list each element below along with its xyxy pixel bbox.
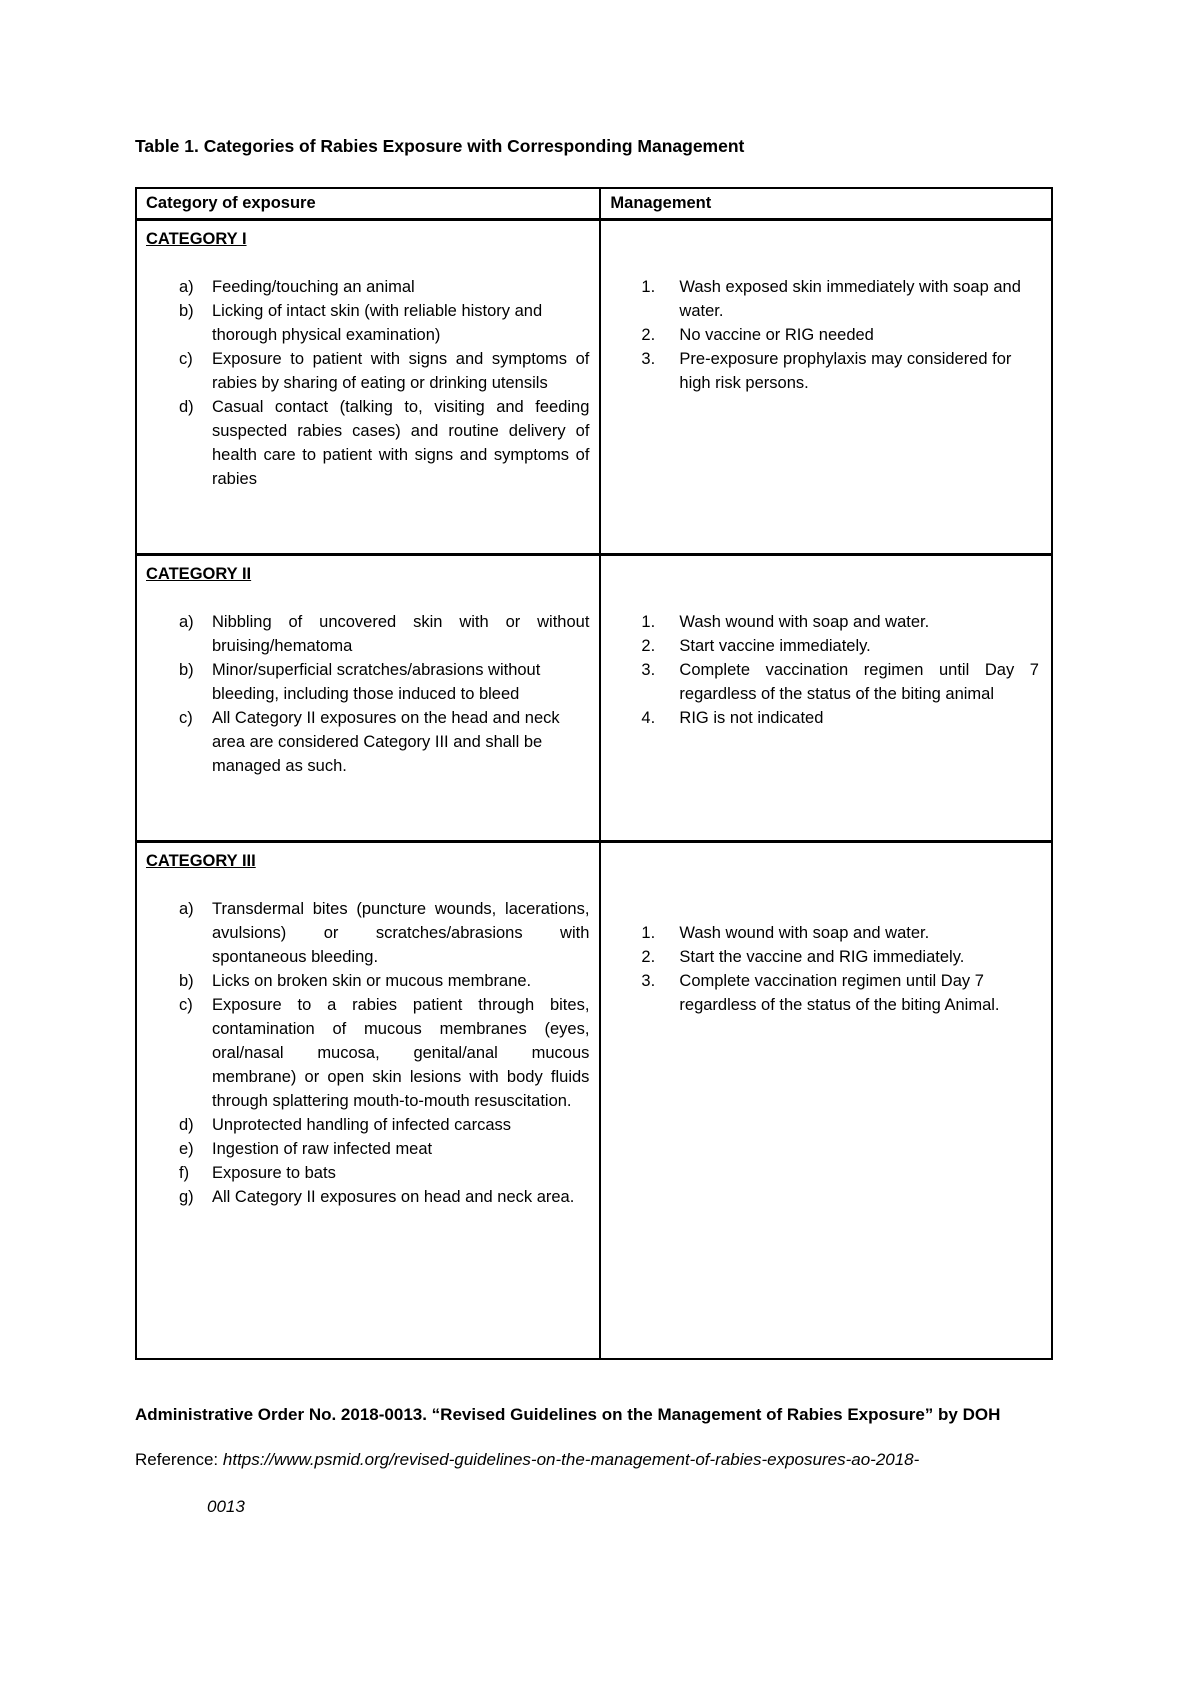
list-item-text: Licks on broken skin or mucous membrane. [212,972,532,990]
list-item [601,969,1051,1017]
category-3-exposure-list [137,897,599,1209]
list-item [137,897,599,969]
list-item [137,347,599,395]
list-item-text: Minor/superficial scratches/abrasions without bleeding, including those induced to bleed [212,661,541,703]
category-3-heading: CATEGORY III [146,852,256,870]
list-item-text: Pre-exposure prophylaxis may considered for high risk persons. [679,350,1012,392]
reference-label: Reference: [135,1450,219,1469]
category-1-management-list [601,275,1051,395]
column-header-category-of-exposure: Category of exposure [136,188,600,220]
list-item-text: Exposure to a rabies patient through bites, contamination of mucous membranes (eyes, oral/nasal mucosa, genital/anal mucous membrane) or open skin lesions with body fluids through splattering mouth-to-mouth resuscitation. [212,996,590,1110]
list-item-text: All Category II exposures on the head and neck area are considered Category III and shall be managed as such. [212,709,560,775]
list-item-text: Complete vaccination regimen until Day 7 regardless of the status of the biting animal [679,661,1039,703]
list-item [601,706,1051,730]
category-2-exposure-list [137,610,599,778]
category-3-management-cell [600,842,1052,1360]
list-marker: c) [179,350,193,368]
category-3-exposure-cell [136,842,600,1360]
list-item-text: Wash wound with soap and water. [679,613,930,631]
list-marker: 3. [641,350,656,368]
category-1-management-cell [600,220,1052,555]
list-item-text: Licking of intact skin (with reliable history and thorough physical examination) [212,302,543,344]
reference-url: https://www.psmid.org/revised-guidelines-on-the-management-of-rabies-exposures-ao-2018- [222,1450,920,1469]
reference-url-continuation: 0013 [207,1497,245,1516]
list-item-text: Wash exposed skin immediately with soap and water. [679,278,1021,320]
list-item [137,395,599,491]
admin-order-citation: Administrative Order No. 2018-0013. “Revised Guidelines on the Management of Rabies Exposure” by DOH [135,1405,1001,1424]
reference-line [135,1443,1053,1476]
list-item [137,969,599,993]
list-marker: a) [179,900,194,918]
list-item-text: Complete vaccination regimen until Day 7 regardless of the status of the biting Animal. [679,972,1000,1014]
list-marker: f) [179,1164,190,1182]
list-marker: b) [179,661,194,679]
list-item-text: RIG is not indicated [679,709,824,727]
category-1-exposure-list [137,275,599,491]
list-item-text: All Category II exposures on head and neck area. [212,1188,575,1206]
list-item [601,323,1051,347]
list-item [601,610,1051,634]
list-item-text: Ingestion of raw infected meat [212,1140,433,1158]
list-item [137,1137,599,1161]
list-item [137,658,599,706]
list-marker: 2. [641,948,656,966]
list-item [601,658,1051,706]
table-row-category-2 [136,555,1052,842]
list-marker: d) [179,1116,194,1134]
list-item-text: Nibbling of uncovered skin with or without bruising/hematoma [212,613,590,655]
list-item [137,706,599,778]
list-marker: 1. [641,278,656,296]
list-item [137,993,599,1113]
list-marker: 4. [641,709,656,727]
category-2-management-list [601,610,1051,730]
list-item [137,1185,599,1209]
list-item-text: Casual contact (talking to, visiting and feeding suspected rabies cases) and routine delivery of health care to patient with signs and symptoms of rabies [212,398,590,488]
table-row-category-3 [136,842,1052,1360]
list-item-text: Exposure to bats [212,1164,336,1182]
category-2-exposure-cell [136,555,600,842]
list-marker: g) [179,1188,194,1206]
list-item [601,921,1051,945]
list-marker: e) [179,1140,194,1158]
list-item [601,275,1051,323]
category-1-exposure-cell [136,220,600,555]
list-marker: 2. [641,637,656,655]
list-item-text: Feeding/touching an animal [212,278,415,296]
list-item [137,1113,599,1137]
list-marker: c) [179,996,193,1014]
list-item-text: Wash wound with soap and water. [679,924,930,942]
list-marker: 1. [641,613,656,631]
list-marker: a) [179,613,194,631]
list-item [137,1161,599,1185]
list-marker: 3. [641,972,656,990]
table-header-row [136,188,1052,220]
list-item [137,610,599,658]
category-3-management-list [601,921,1051,1017]
table-row-category-1 [136,220,1052,555]
list-item [601,634,1051,658]
list-item-text: Transdermal bites (puncture wounds, lacerations, avulsions) or scratches/abrasions with spontaneous bleeding. [212,900,590,966]
list-item-text: Start the vaccine and RIG immediately. [679,948,965,966]
list-item-text: Start vaccine immediately. [679,637,871,655]
table-title: Table 1. Categories of Rabies Exposure with Corresponding Management [135,136,745,156]
rabies-exposure-table [135,187,1053,1360]
list-item [137,275,599,299]
category-1-heading: CATEGORY I [146,230,247,248]
category-2-heading: CATEGORY II [146,565,252,583]
list-marker: 3. [641,661,656,679]
column-header-management: Management [600,188,1052,220]
list-marker: a) [179,278,194,296]
list-item-text: No vaccine or RIG needed [679,326,874,344]
list-marker: b) [179,972,194,990]
list-item [601,945,1051,969]
list-marker: d) [179,398,194,416]
list-marker: c) [179,709,193,727]
list-item-text: Unprotected handling of infected carcass [212,1116,512,1134]
list-marker: b) [179,302,194,320]
list-item [601,347,1051,395]
list-item [137,299,599,347]
list-marker: 1. [641,924,656,942]
list-item-text: Exposure to patient with signs and symptoms of rabies by sharing of eating or drinking utensils [212,350,590,392]
list-marker: 2. [641,326,656,344]
category-2-management-cell [600,555,1052,842]
